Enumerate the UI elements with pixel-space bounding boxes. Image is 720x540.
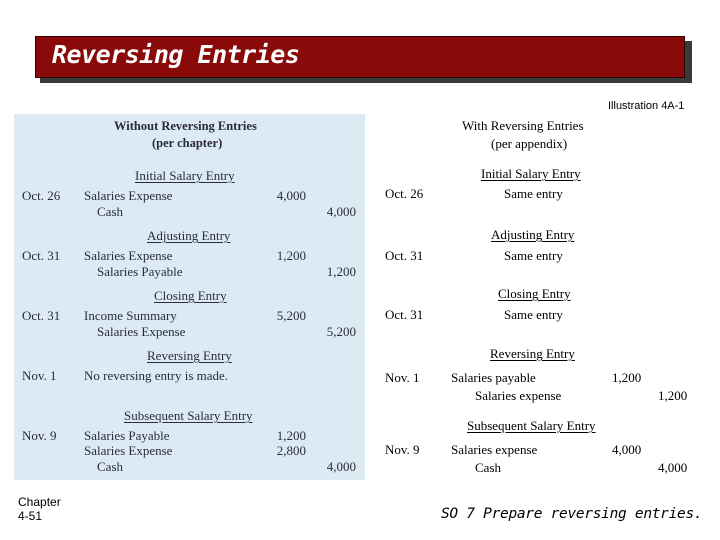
right-adjusting-label: Adjusting Entry	[491, 227, 575, 242]
left-subsequent-line2: Salaries Expense	[84, 443, 173, 458]
right-reversing-label: Reversing Entry	[490, 346, 575, 361]
without-reversing-panel	[14, 114, 365, 480]
right-subsequent-credit: 4,000	[658, 460, 688, 475]
right-closing-date: Oct. 31	[385, 307, 424, 322]
left-adjusting-line1: Salaries Expense	[84, 248, 173, 263]
left-adjusting-line2: Salaries Payable	[97, 264, 183, 279]
left-subsequent-line1: Salaries Payable	[84, 428, 170, 443]
left-adjusting-debit: 1,200	[276, 248, 306, 263]
left-reversing-line1: No reversing entry is made.	[84, 368, 229, 383]
right-initial-label: Initial Salary Entry	[481, 166, 581, 181]
illustration-label: Illustration 4A-1	[608, 100, 685, 112]
right-reversing-date: Nov. 1	[385, 370, 420, 385]
left-initial-credit: 4,000	[326, 204, 356, 219]
right-heading: With Reversing Entries	[462, 118, 584, 133]
left-adjusting-label: Adjusting Entry	[147, 228, 231, 243]
right-closing-label: Closing Entry	[498, 286, 571, 301]
left-reversing-date: Nov. 1	[22, 368, 57, 383]
left-closing-label: Closing Entry	[154, 288, 227, 303]
left-closing-date: Oct. 31	[22, 308, 61, 323]
right-reversing-debit: 1,200	[612, 370, 642, 385]
right-reversing-line2: Salaries expense	[475, 388, 562, 403]
left-closing-line2: Salaries Expense	[97, 324, 186, 339]
left-initial-debit: 4,000	[276, 188, 306, 203]
right-adjusting-text: Same entry	[504, 248, 563, 263]
left-subsequent-date: Nov. 9	[22, 428, 57, 443]
left-subheading: (per chapter)	[152, 136, 223, 150]
left-adjusting-credit: 1,200	[326, 264, 356, 279]
left-subsequent-debit1: 1,200	[276, 428, 306, 443]
left-subsequent-line3: Cash	[97, 459, 123, 474]
left-closing-debit: 5,200	[276, 308, 306, 323]
right-subsequent-label: Subsequent Salary Entry	[467, 418, 596, 433]
right-reversing-line1: Salaries payable	[451, 370, 536, 385]
left-initial-line1: Salaries Expense	[84, 188, 173, 203]
right-adjusting-date: Oct. 31	[385, 248, 424, 263]
chapter-label: Chapter 4-51	[18, 495, 61, 523]
right-initial-text: Same entry	[504, 186, 563, 201]
right-initial-date: Oct. 26	[385, 186, 424, 201]
right-subheading: (per appendix)	[491, 136, 568, 151]
left-subsequent-label: Subsequent Salary Entry	[124, 408, 253, 423]
right-subsequent-line2: Cash	[475, 460, 501, 475]
slide-title: Reversing Entries	[52, 40, 300, 69]
right-reversing-credit: 1,200	[658, 388, 688, 403]
left-heading: Without Reversing Entries	[114, 119, 257, 133]
left-initial-line2: Cash	[97, 204, 123, 219]
left-initial-label: Initial Salary Entry	[135, 168, 235, 183]
right-subsequent-debit: 4,000	[612, 442, 642, 457]
right-closing-text: Same entry	[504, 307, 563, 322]
right-subsequent-line1: Salaries expense	[451, 442, 538, 457]
study-objective: SO 7 Prepare reversing entries.	[441, 506, 703, 522]
left-closing-credit: 5,200	[326, 324, 356, 339]
left-adjusting-date: Oct. 31	[22, 248, 61, 263]
right-subsequent-date: Nov. 9	[385, 442, 420, 457]
left-reversing-label: Reversing Entry	[147, 348, 232, 363]
left-initial-date: Oct. 26	[22, 188, 61, 203]
left-closing-line1: Income Summary	[84, 308, 177, 323]
left-subsequent-debit2: 2,800	[276, 443, 306, 458]
left-subsequent-credit: 4,000	[326, 459, 356, 474]
